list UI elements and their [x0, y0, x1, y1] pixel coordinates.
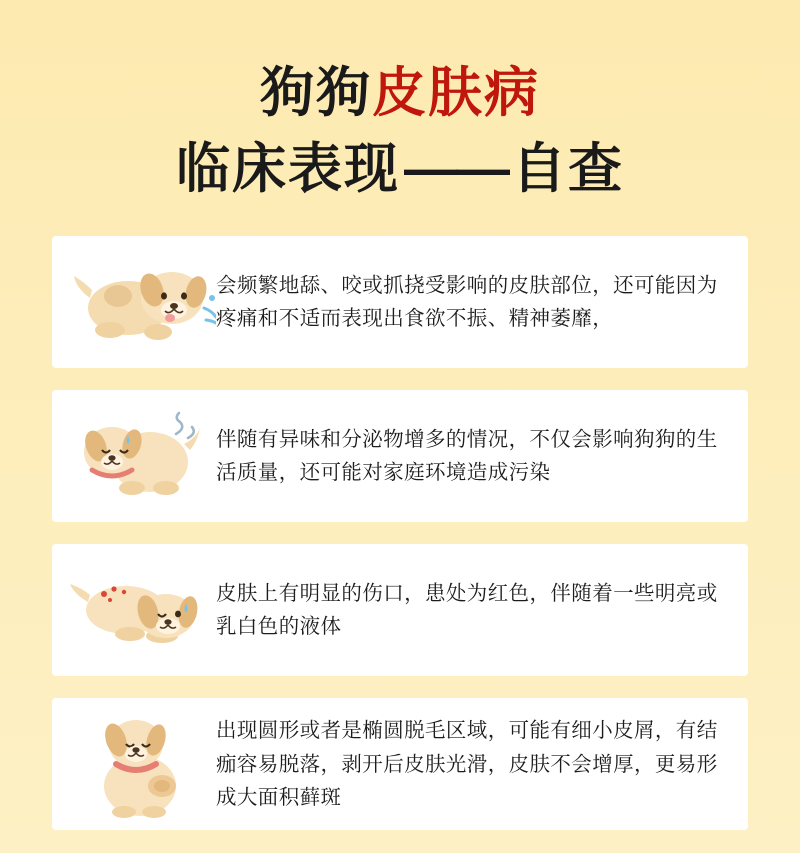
- list-item-text: 伴随有异味和分泌物增多的情况，不仅会影响狗狗的生活质量，还可能对家庭环境造成污染: [216, 427, 718, 485]
- dog-wound-icon: [66, 554, 216, 666]
- title-emphasis: 皮肤病: [372, 63, 540, 123]
- title-line2-left: 临床表现: [176, 139, 400, 200]
- page-title: [0, 0, 800, 200]
- symptom-card-list: [0, 236, 800, 830]
- title-line2-right: 自查: [512, 139, 624, 200]
- list-item-text: 出现圆形或者是椭圆脱毛区域，可能有细小皮屑，有结痂容易脱落，剥开后皮肤光滑，皮肤不会增厚，更易形成大面积藓斑: [216, 719, 718, 809]
- list-item: [52, 236, 748, 368]
- dog-scratching-icon: [66, 246, 216, 358]
- list-item-text: 会频繁地舔、咬或抓挠受影响的皮肤部位，还可能因为疼痛和不适而表现出食欲不振、精神萎靡，: [216, 273, 718, 331]
- list-item-text: 皮肤上有明显的伤口，患处为红色，伴随着一些明亮或乳白色的液体: [216, 581, 718, 639]
- title-line-1: [0, 62, 800, 124]
- title-line-2: [0, 138, 800, 200]
- dog-hairloss-icon: [66, 708, 216, 820]
- list-item: [52, 544, 748, 676]
- title-dash: ——: [404, 139, 508, 200]
- list-item: [52, 390, 748, 522]
- title-prefix: 狗狗: [260, 63, 372, 123]
- dog-smelly-icon: [66, 400, 216, 512]
- list-item: [52, 698, 748, 830]
